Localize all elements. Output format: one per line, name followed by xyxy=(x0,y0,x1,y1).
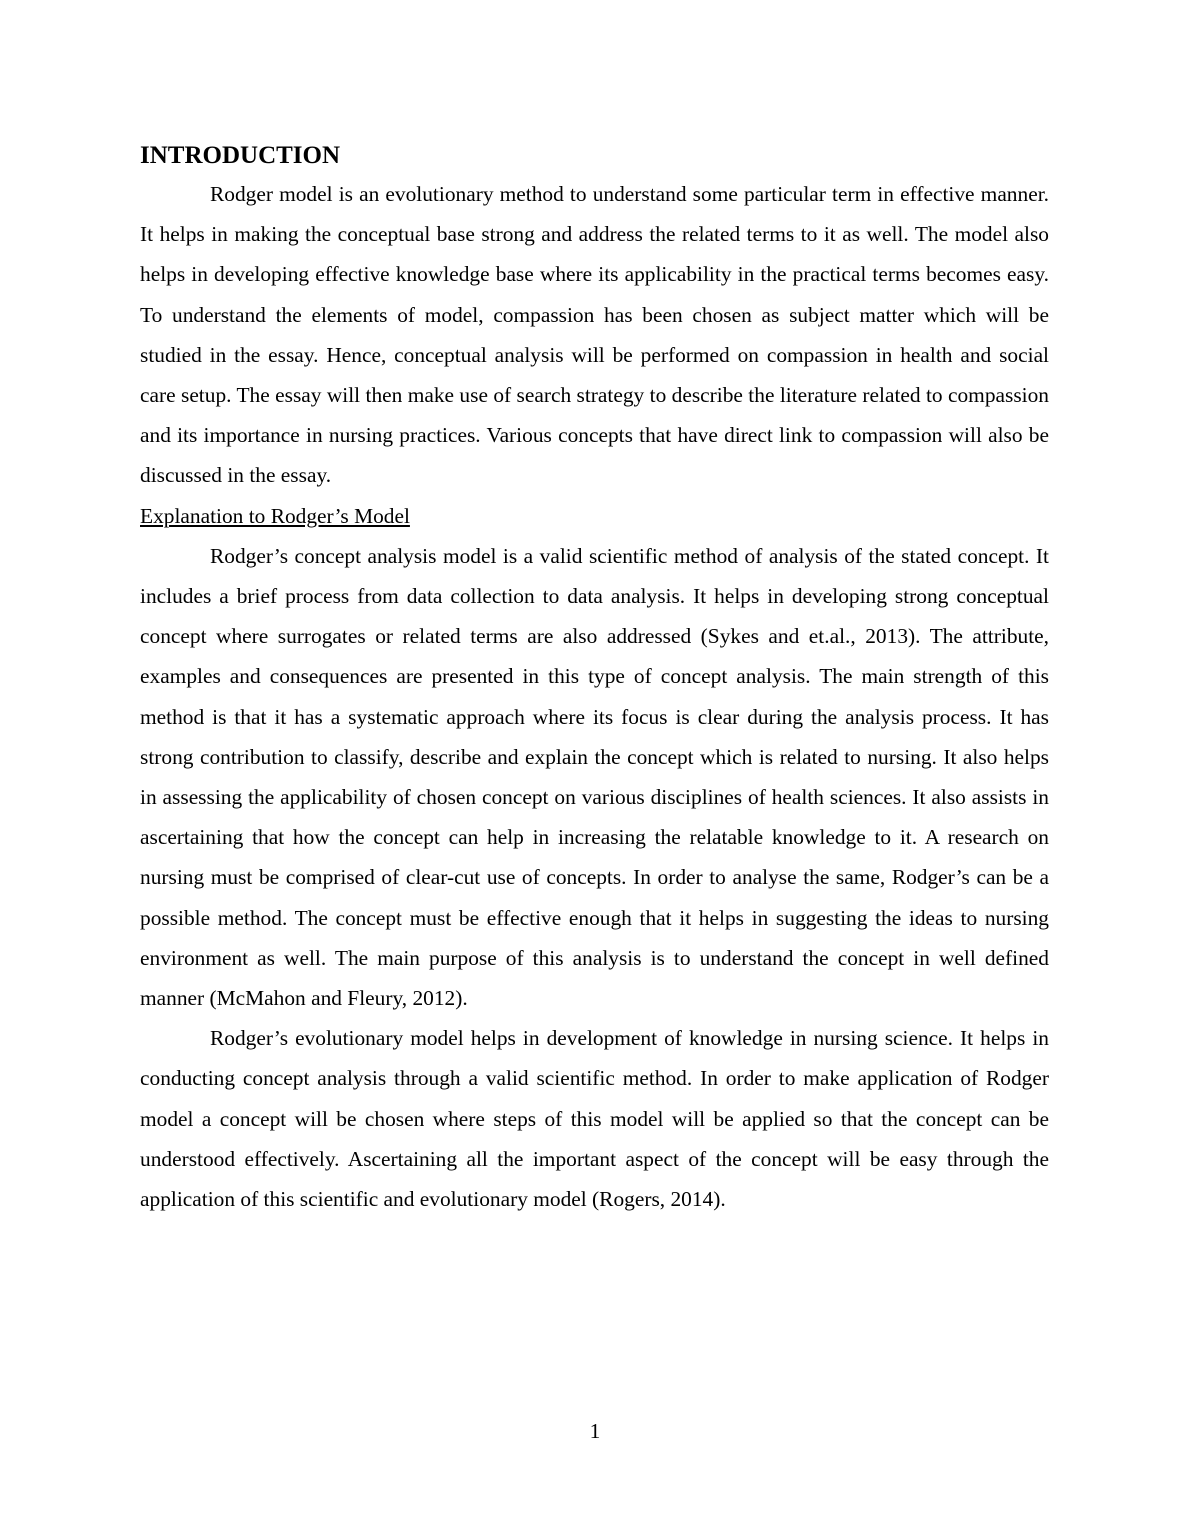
intro-paragraph: Rodger model is an evolutionary method to understand some particular term in effective manner. It helps in making the conceptual base strong and address the related terms to it as well. The model also helps in developing effective knowledge base where its applicability in the practical terms becomes easy. To understand the elements of model, compassion has been chosen as subject matter which will be studied in the essay. Hence, conceptual analysis will be performed on compassion in health and social care setup. The essay will then make use of search strategy to describe the literature related to compassion and its importance in nursing practices. Various concepts that have direct link to compassion will also be discussed in the essay. xyxy=(140,182,1049,488)
model-paragraph: Rodger’s evolutionary model helps in development of knowledge in nursing science. It helps in conducting concept analysis through a valid scientific method. In order to make application of Rodger model a concept will be chosen where steps of this model will be applied so that the concept can be understood effectively. Ascertaining all the important aspect of the concept will be easy through the application of this scientific and evolutionary model (Rogers, 2014). xyxy=(140,1026,1049,1212)
model-paragraph: Rodger’s concept analysis model is a valid scientific method of analysis of the stated concept. It includes a brief process from data collection to data analysis. It helps in developing strong conceptual concept where surrogates or related terms are also addressed (Sykes and et.al., 2013). The attribute, examples and consequences are presented in this type of concept analysis. The main strength of this method is that it has a systematic approach where its focus is clear during the analysis process. It has strong contribution to classify, describe and explain the concept which is related to nursing. It also helps in assessing the applicability of chosen concept on various disciplines of health sciences. It also assists in ascertaining that how the concept can help in increasing the relatable knowledge to it. A research on nursing must be comprised of clear-cut use of concepts. In order to analyse the same, Rodger’s can be a possible method. The concept must be effective enough that it helps in suggesting the ideas to nursing environment as well. The main purpose of this analysis is to understand the concept in well defined manner (McMahon and Fleury, 2012). xyxy=(140,543,1049,1011)
document-page xyxy=(140,138,1049,1219)
section-heading: INTRODUCTION xyxy=(140,142,341,169)
subsection-heading: Explanation to Rodger’s Model xyxy=(140,503,410,528)
page-number: 1 xyxy=(589,1419,601,1443)
